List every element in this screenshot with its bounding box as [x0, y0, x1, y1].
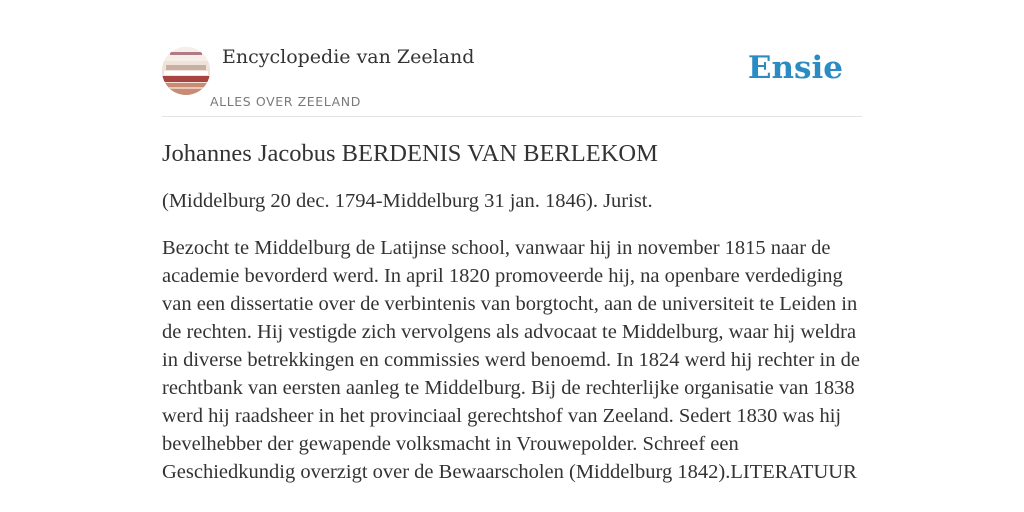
- site-header: [162, 44, 862, 117]
- article-body: Bezocht te Middelburg de Latijnse school, vanwaar hij in november 1815 naar de academie bevorderd werd. In april 1820 promoveerde hij, na openbare verdediging van een dissertatie over de verbintenis van borgtocht, aan de universiteit te Leiden in de rechten. Hij vestigde zich vervolgens als advocaat te Middelburg, waar hij weldra in diverse betrekkingen en commissies werd benoemd. In 1824 werd hij rechter in de rechtbank van eersten aanleg te Middelburg. Bij de rechterlijke organisatie van 1838 werd hij raadsheer in het provinciaal gerechtshof van Zeeland. Sedert 1830 was hij bevelhebber der gewapende volksmacht in Vrouwepolder. Schreef een Geschiedkundig overzigt over de Bewaarscholen (Middelburg 1842).LITERATUUR: [162, 237, 860, 483]
- article-lead: (Middelburg 20 dec. 1794-Middelburg 31 jan. 1846). Jurist.: [162, 190, 653, 212]
- site-title[interactable]: Encyclopedie van Zeeland: [222, 46, 475, 68]
- brand-logo[interactable]: Ensie: [747, 50, 843, 86]
- article: [162, 136, 862, 486]
- encyclopedia-book-logo-icon[interactable]: [162, 47, 210, 95]
- article-title: Johannes Jacobus BERDENIS VAN BERLEKOM: [162, 140, 658, 167]
- site-subtitle: ALLES OVER ZEELAND: [210, 94, 361, 109]
